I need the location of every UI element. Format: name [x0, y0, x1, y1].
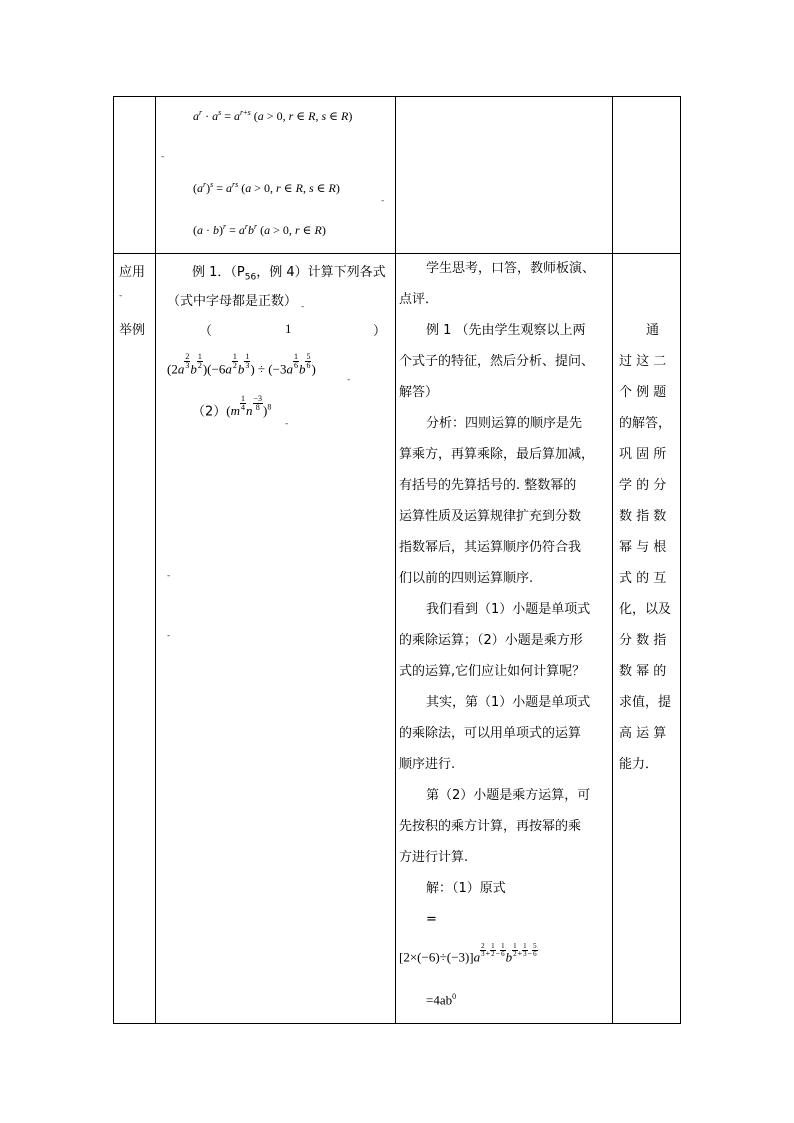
activity-line: 其实，第（1）小题是单项式: [426, 695, 591, 710]
activity-line: 解答）: [399, 385, 439, 400]
activity-line: 我们看到（1）小题是单项式: [426, 602, 591, 617]
activity-line: 的乘除法，可以用单项式的运算: [399, 726, 582, 741]
activity-line: 学生思考，口答，教师板演、: [426, 261, 596, 276]
activity-line: 先按积的乘方计算，再按幂的乘: [399, 819, 582, 834]
purpose-line: 数 指 数: [619, 509, 667, 524]
purpose-line: 式 的 互: [619, 571, 667, 586]
purpose-line: 能力．: [619, 757, 659, 772]
lesson-table: [113, 96, 681, 1024]
example-intro: 例 1．（$P_{56}$，例 4）计算下列各式: [192, 265, 386, 283]
activity-line: =: [426, 912, 437, 927]
item2-expression: （2）(m $\frac{1}{4}$ n $\frac{-3}{8}$ )$^8$: [192, 394, 272, 420]
activity-line: 式的运算,它们应让如何计算呢？: [399, 664, 586, 679]
purpose-line: 的解答，: [619, 416, 672, 431]
item1-close-paren: ）: [373, 324, 387, 339]
purpose-line: 数 幂 的: [619, 664, 667, 679]
paragraph-mark: -: [167, 631, 171, 641]
purpose-line: 幂 与 根: [619, 540, 667, 555]
activity-line: 个式子的特征，然后分析、提问、: [399, 354, 595, 369]
activity-line: 的乘除运算；（2）小题是乘方形: [399, 633, 583, 648]
activity-line: 分析：四则运算的顺序是先: [426, 416, 583, 431]
activity-line: 第（2）小题是乘方运算，可: [426, 788, 591, 803]
activity-line: 方进行计算.: [399, 850, 469, 865]
column-divider-3: [612, 96, 613, 1024]
item1-expression: (2a $\frac{2}{3}$ b $\frac{1}{2}$ )(−6a $\frac{1}{2}$ b $\frac{1}{3}$ ) ÷ (−3a $\frac{1}{6}$ b $\frac{5}{6}$ ): [167, 352, 316, 377]
exponent-rules-cell: [155, 96, 395, 253]
solution-expression: [2×(−6)÷(−3)]a $\frac{2}{3}$ + $\frac{1}{2}$ − $\frac{1}{6}$ b $\frac{1}{2}$ + $\frac{1}{3}$ − $\frac{5}{6}$: [399, 942, 537, 965]
activity-line: 解：（1）原式: [426, 881, 506, 896]
item1-number: 1: [285, 321, 292, 336]
paragraph-mark: -: [119, 291, 123, 301]
activity-line: 点评．: [399, 292, 439, 307]
paragraph-mark: -: [167, 571, 171, 581]
section-label-line: 举例: [119, 323, 146, 338]
activity-line: 们以前的四则运算顺序.: [399, 571, 534, 586]
activity-line: 例 1 （先由学生观察以上两: [426, 323, 586, 338]
solution-result: $=4ab^0$: [426, 992, 457, 1008]
activity-line: 运算性质及运算规律扩充到分数: [399, 509, 582, 524]
purpose-line: 分 数 指: [619, 633, 667, 648]
activity-line: 算乘方，再算乘除，最后算加减，: [399, 447, 595, 462]
rule-power-of-product: $(a \cdot b)^r = a^rb^r$ (a > 0, r ∈ R): [193, 222, 326, 237]
paragraph-mark: -: [347, 375, 351, 385]
purpose-line: 过 这 二: [619, 354, 667, 369]
column-divider-2: [395, 96, 396, 1024]
purpose-line: 巩 固 所: [619, 447, 667, 462]
purpose-line: 个 例 题: [619, 385, 667, 400]
purpose-line: 化，以及: [619, 602, 672, 617]
example-cell: [155, 253, 395, 1023]
paragraph-mark: -: [381, 196, 385, 206]
paragraph-mark: -: [285, 419, 289, 429]
rule-power-of-power: $(a^r)^s = a^{rs}$ (a > 0, r ∈ R, s ∈ R): [193, 180, 340, 195]
purpose-line: 求值，提: [619, 695, 672, 710]
table-border-right: [680, 96, 681, 1024]
activity-line: 顺序进行.: [399, 757, 456, 772]
table-border-bottom: [113, 1023, 681, 1024]
activity-line: 指数幂后，其运算顺序仍符合我: [399, 540, 582, 555]
table-border-left: [113, 96, 114, 1024]
paragraph-mark: -: [161, 152, 165, 162]
rule-product-of-powers: $a^r \cdot a^s = a^{r+s}$ (a > 0, r ∈ R, s ∈ R): [193, 108, 353, 123]
activity-line: 有括号的先算括号的. 整数幂的: [399, 478, 577, 493]
purpose-line: 高 运 算: [619, 726, 667, 741]
purpose-line: 通: [646, 323, 660, 338]
purpose-line: 学 的 分: [619, 478, 667, 493]
example-intro-line2: （式中字母都是正数） $_-$: [167, 294, 305, 312]
section-label-line: 应用: [119, 265, 146, 280]
item1-open-paren: （: [199, 324, 213, 339]
